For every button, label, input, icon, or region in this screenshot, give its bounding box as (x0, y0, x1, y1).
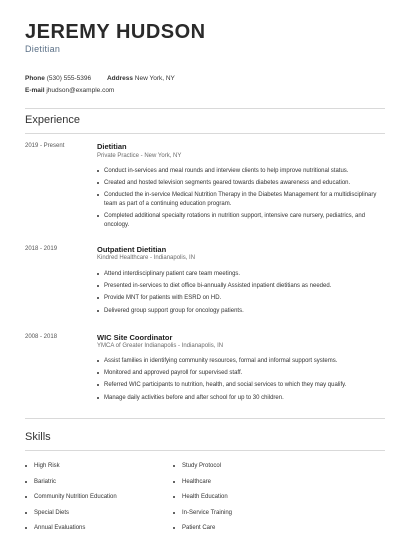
phone-value: (530) 555-5396 (46, 75, 92, 82)
email-value: jhudson@example.com (46, 87, 115, 94)
job-company: Private Practice - New York, NY (97, 153, 182, 159)
skills-list-right (173, 462, 323, 540)
header-divider (25, 108, 385, 109)
phone-label: Phone (25, 75, 45, 82)
skill-item: Patient Care (173, 524, 323, 540)
job-bullet: Delivered group support group for oncology patients. (97, 307, 387, 316)
job-bullet: Provide MNT for patients with ESRD on HD. (97, 294, 387, 303)
job-bullets (97, 357, 387, 406)
address-value: New York, NY (134, 75, 175, 82)
skill-item: In-Service Training (173, 509, 323, 525)
job-bullet: Completed additional specialty rotations in nutrition support, intensive care nursery, pediatrics, and oncology. (97, 212, 387, 229)
skill-item: High Risk (25, 462, 175, 478)
skill-item: Health Education (173, 493, 323, 509)
job-dates: 2019 - Present (25, 143, 65, 149)
email-line (25, 87, 114, 94)
address-label: Address (106, 75, 133, 82)
job-bullet: Monitored and approved payroll for supervised staff. (97, 369, 387, 378)
job-title: WIC Site Coordinator (97, 333, 173, 342)
job-dates: 2008 - 2018 (25, 334, 58, 340)
skill-item: Annual Evaluations (25, 524, 175, 540)
skill-item: Bariatric (25, 478, 175, 494)
job-bullet: Manage daily activities before and after school for up to 30 children. (97, 394, 387, 403)
job-bullet: Attend interdisciplinary patient care team meetings. (97, 270, 387, 279)
job-company: Kindred Healthcare - Indianapolis, IN (97, 255, 196, 261)
experience-heading: Experience (25, 114, 81, 126)
skill-item: Community Nutrition Education (25, 493, 175, 509)
job-bullets (97, 167, 387, 233)
job-bullet: Created and hosted television segments geared towards diabetes awareness and education. (97, 179, 387, 188)
skill-item: Special Diets (25, 509, 175, 525)
job-bullet: Presented in-services to diet office bi-annually Assisted inpatient dietitians as needed. (97, 282, 387, 291)
job-bullet: Assist families in identifying community resources, formal and informal support systems. (97, 357, 387, 366)
job-bullet: Conducted the in-service Medical Nutrition Therapy in the Diabetes Management for a multidisciplinary team as part of a continuing education program. (97, 191, 387, 208)
skill-item: Study Protocol (173, 462, 323, 478)
job-company: YMCA of Greater Indianapolis - Indianapolis, IN (97, 343, 224, 349)
job-title: Dietitian (97, 142, 127, 151)
job-bullets (97, 270, 387, 319)
skills-list-left (25, 462, 175, 540)
experience-end-divider (25, 418, 385, 419)
job-title: Outpatient Dietitian (97, 245, 167, 254)
skills-heading: Skills (25, 431, 51, 443)
skill-item: Healthcare (173, 478, 323, 494)
phone-line (25, 75, 175, 82)
experience-divider (25, 133, 385, 134)
email-label: E-mail (25, 87, 45, 94)
candidate-title: Dietitian (25, 44, 61, 54)
job-bullet: Conduct in-services and meal rounds and interview clients to help improve nutritional status. (97, 167, 387, 176)
candidate-name: JEREMY HUDSON (25, 21, 206, 43)
job-bullet: Referred WIC participants to nutrition, health, and social services to which they may qualify. (97, 381, 387, 390)
job-dates: 2018 - 2019 (25, 246, 58, 252)
skills-divider (25, 450, 385, 451)
